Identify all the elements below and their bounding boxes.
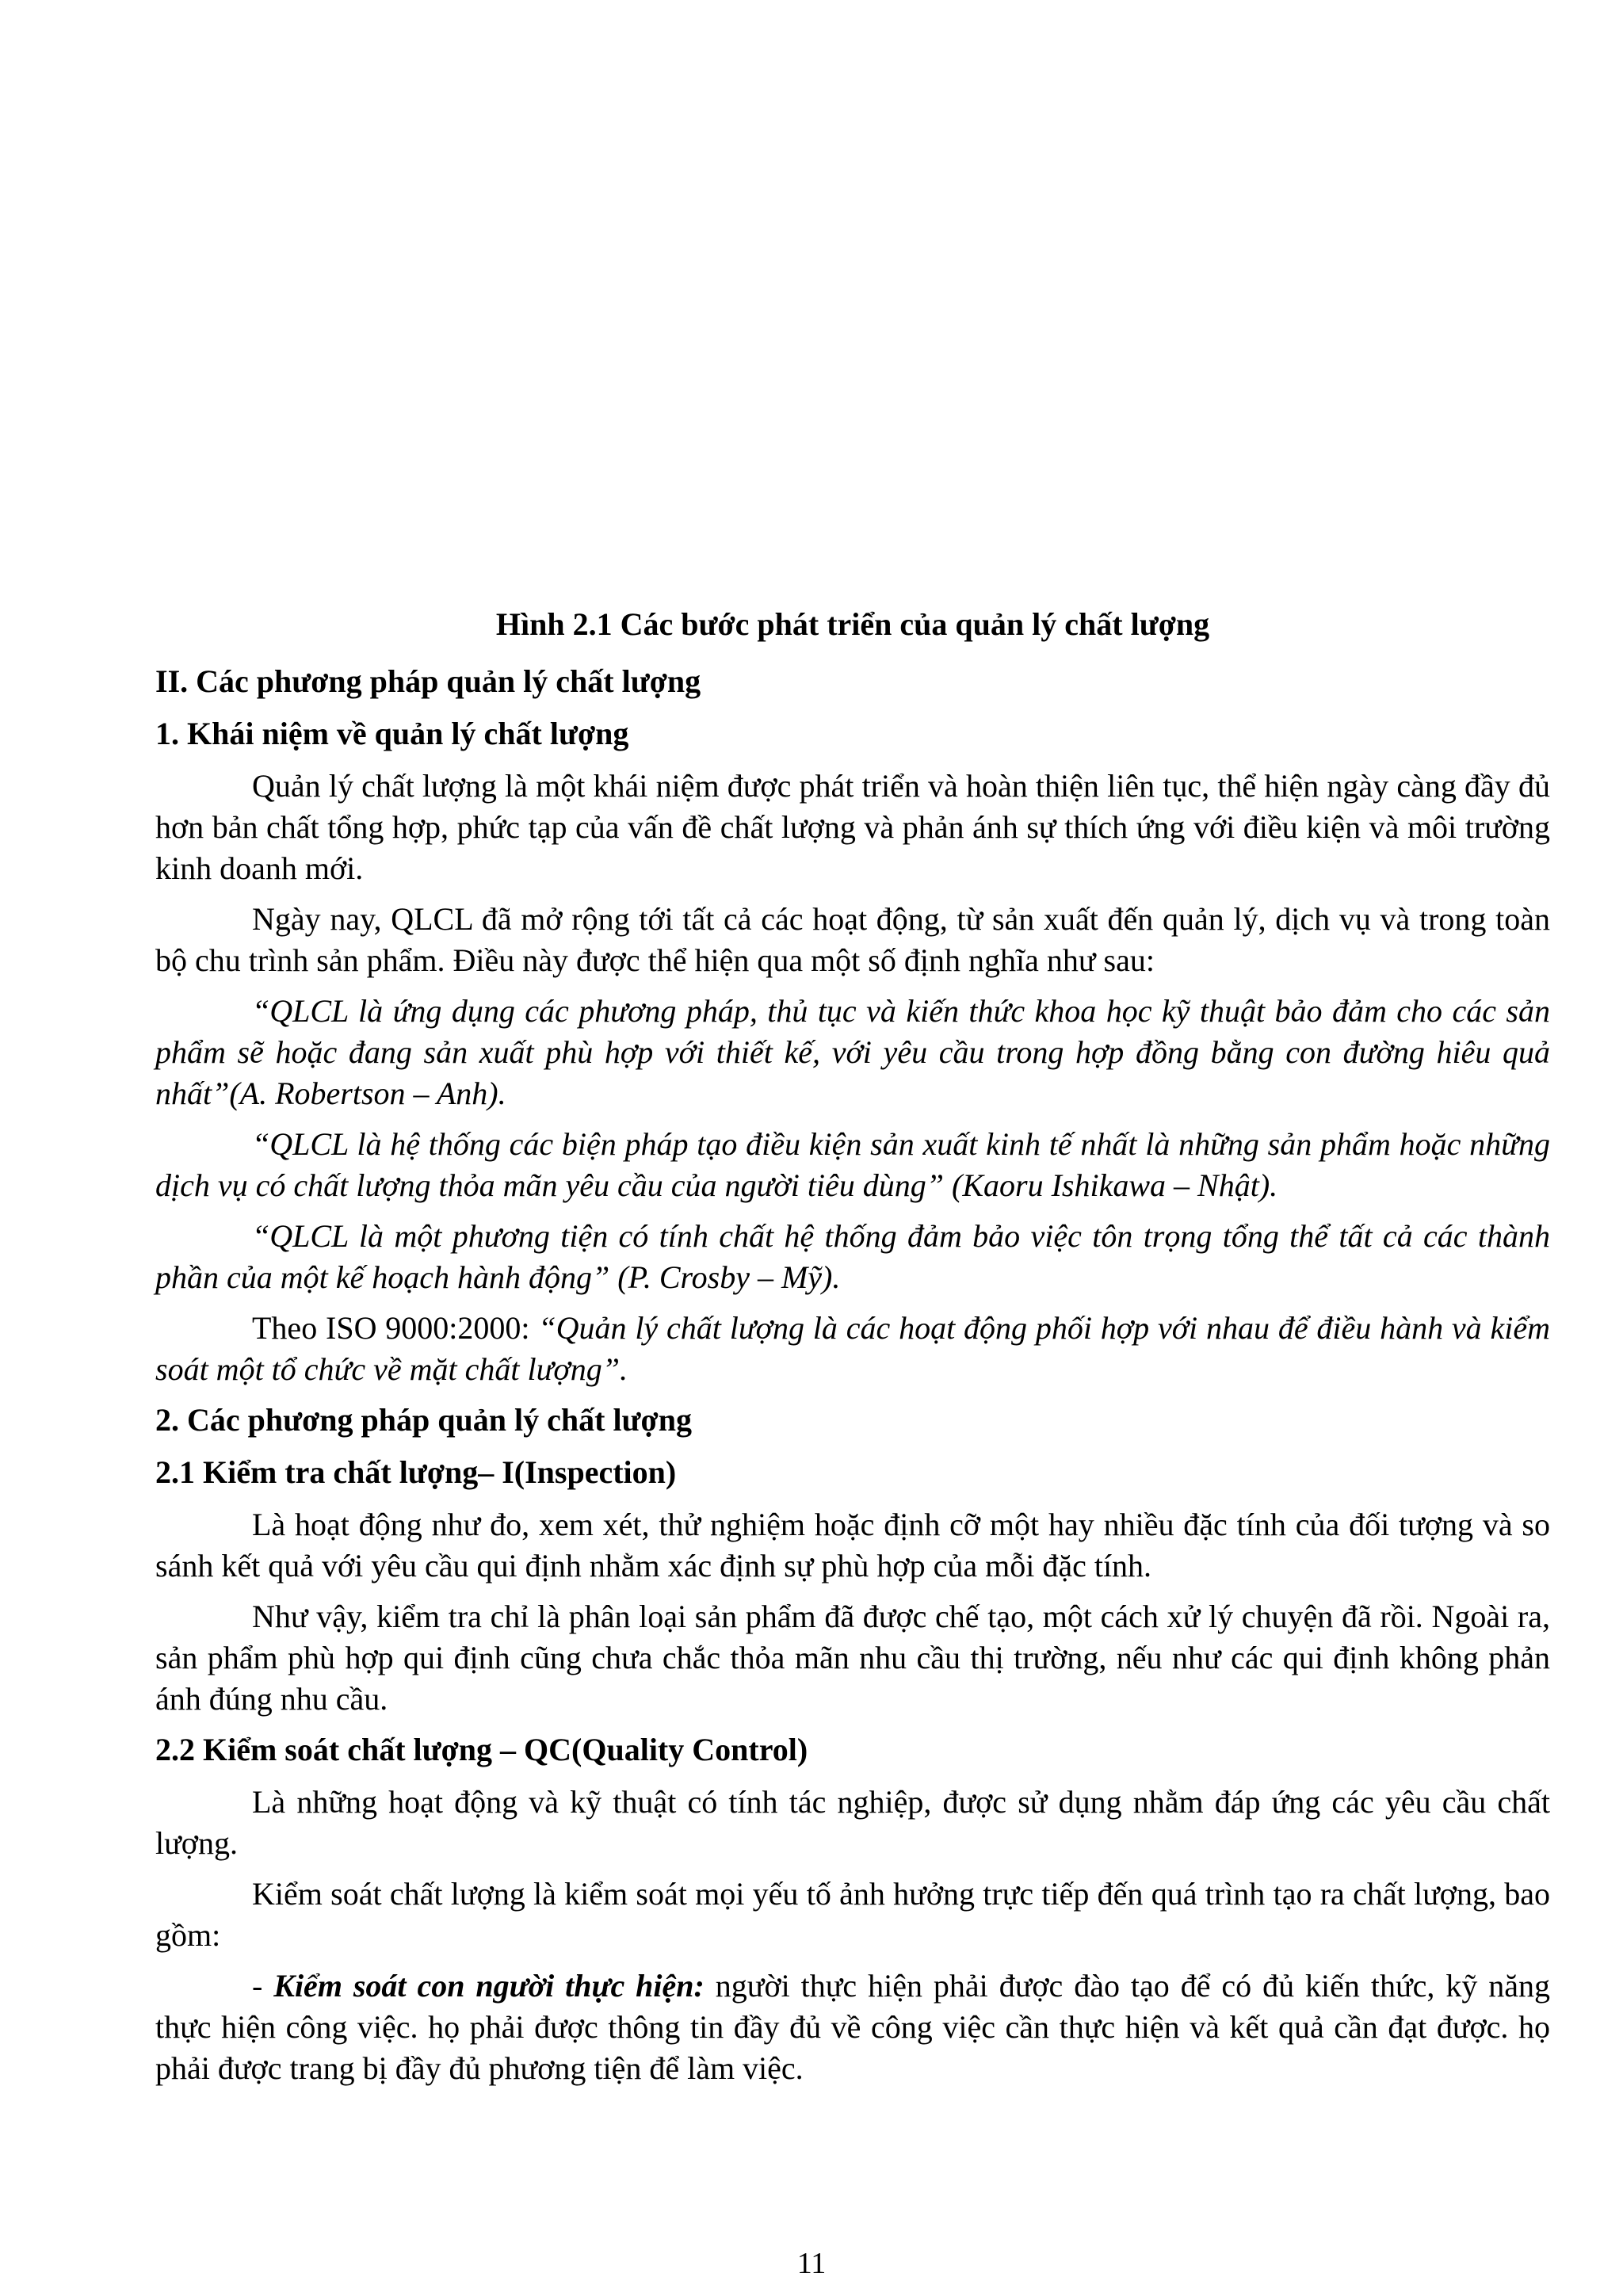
iso-lead: Theo ISO 9000:2000: <box>252 1310 539 1346</box>
subsection-heading-2-2: 2.2 Kiểm soát chất lượng – QC(Quality Control) <box>155 1732 808 1767</box>
subsection-heading-1: 1. Khái niệm về quản lý chất lượng <box>155 716 629 751</box>
subsection-heading-2-1: 2.1 Kiểm tra chất lượng– I(Inspection) <box>155 1454 677 1490</box>
quote-ishikawa: “QLCL là hệ thống các biện pháp tạo điều kiện sản xuất kinh tế nhất là những sản phẩm hoặc những dịch vụ có chất lượng thỏa mãn yêu cầu của người tiêu dùng” (Kaoru Ishikawa – Nhật). <box>155 1126 1550 1203</box>
figure-caption: Hình 2.1 Các bước phát triển của quản lý chất lượng <box>495 606 1210 642</box>
section-heading-ii: II. Các phương pháp quản lý chất lượng <box>155 663 701 699</box>
bullet-dash: - <box>252 1968 274 2004</box>
paragraph: Kiểm soát chất lượng là kiểm soát mọi yếu tố ảnh hưởng trực tiếp đến quá trình tạo ra chất lượng, bao gồm: <box>155 1876 1550 1953</box>
bullet-term: Kiểm soát con người thực hiện: <box>273 1968 705 2004</box>
bullet-item <box>155 1966 1550 2089</box>
paragraph: Quản lý chất lượng là một khái niệm được phát triển và hoàn thiện liên tục, thể hiện ngày càng đầy đủ hơn bản chất tổng hợp, phức tạp của vấn đề chất lượng và phản ánh sự thích ứng với điều kiện và môi trường kinh doanh mới. <box>155 768 1550 886</box>
iso-definition <box>155 1308 1550 1390</box>
quote-robertson: “QLCL là ứng dụng các phương pháp, thủ tục và kiến thức khoa học kỹ thuật bảo đảm cho các sản phẩm sẽ hoặc đang sản xuất phù hợp với thiết kế, với yêu cầu trong hợp đồng bằng con đường hiêu quả nhất”(A. Robertson – Anh). <box>155 993 1550 1111</box>
quote-crosby: “QLCL là một phương tiện có tính chất hệ thống đảm bảo việc tôn trọng tổng thể tất cả các thành phần của một kế hoạch hành động” (P. Crosby – Mỹ). <box>155 1218 1550 1295</box>
bullet-text: người thực hiện phải được đào tạo để có đủ kiến thức, kỹ năng thực hiện công việc. họ phải được thông tin đầy đủ về công việc cần thực hiện và kết quả cần đạt được. họ phải được trang bị đầy đủ phương tiện để làm việc. <box>155 1968 1551 2086</box>
subsection-heading-2: 2. Các phương pháp quản lý chất lượng <box>155 1402 692 1438</box>
paragraph: Là hoạt động như đo, xem xét, thử nghiệm hoặc định cỡ một hay nhiều đặc tính của đối tượng và so sánh kết quả với yêu cầu qui định nhằm xác định sự phù hợp của mỗi đặc tính. <box>155 1507 1550 1584</box>
page-number: 11 <box>796 2247 827 2280</box>
document-page <box>155 586 1550 2099</box>
iso-quote: “Quản lý chất lượng là các hoạt động phối hợp với nhau để điều hành và kiểm soát một tổ chức về mặt chất lượng”. <box>155 1310 1551 1387</box>
paragraph: Như vậy, kiểm tra chỉ là phân loại sản phẩm đã được chế tạo, một cách xử lý chuyện đã rồi. Ngoài ra, sản phẩm phù hợp qui định cũng chưa chắc thỏa mãn nhu cầu thị trường, nếu như các qui định không phản ánh đúng nhu cầu. <box>155 1599 1550 1717</box>
paragraph: Là những hoạt động và kỹ thuật có tính tác nghiệp, được sử dụng nhằm đáp ứng các yêu cầu chất lượng. <box>155 1784 1550 1861</box>
paragraph: Ngày nay, QLCL đã mở rộng tới tất cả các hoạt động, từ sản xuất đến quản lý, dịch vụ và trong toàn bộ chu trình sản phẩm. Điều này được thể hiện qua một số định nghĩa như sau: <box>155 901 1550 978</box>
